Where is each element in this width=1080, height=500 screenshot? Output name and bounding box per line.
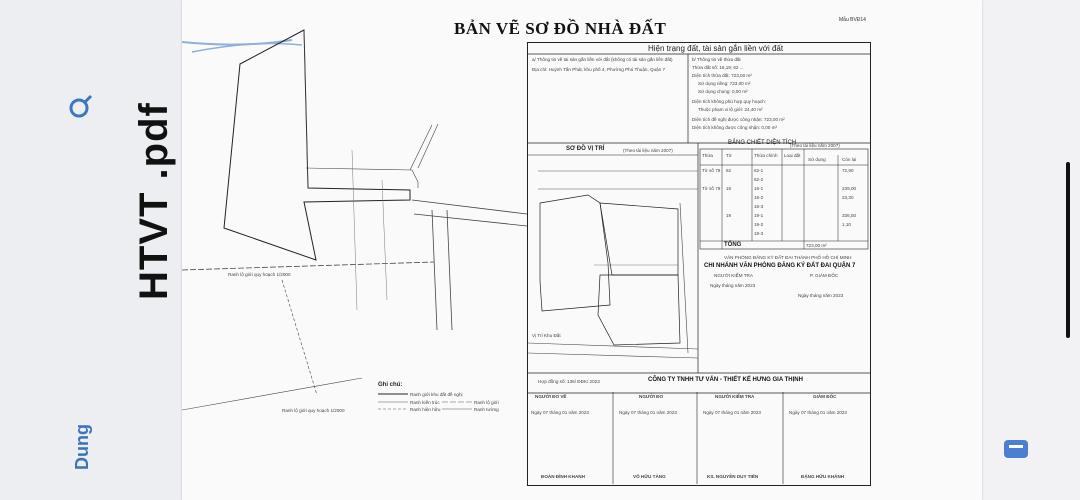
plot-info-4: Sử dụng chung: 0,00 m² [698,89,748,94]
cert-table-note: (Theo tài liệu năm 2007) [790,143,840,148]
cert-total-value: 723,00 m² [806,243,827,248]
sig-role-4: GIÁM ĐỐC [813,394,837,399]
plot-info-6: Thuộc phạm vi lộ giới: 24,40 m² [698,107,763,112]
plot-info-2: Diện tích thửa đất: 723,00 m² [692,73,752,78]
sig-name-2: VÕ HỮU TÀNG [633,474,666,479]
search-icon[interactable] [66,94,96,124]
sodo-title: SƠ ĐỒ VỊ TRÍ [566,146,605,152]
cert-col-2: Thửa chính [754,153,778,158]
sig-role-3: NGƯỜI KIỂM TRA [715,394,755,399]
cert-cell: 62-2 [754,177,764,182]
plot-info-7: Diện tích đề nghị được công nhận: 723,00 m² [692,117,785,122]
cert-cell: 19-1 [754,213,764,218]
plot-info-1: Thửa đất số: 16,19; 62 ... [692,65,744,70]
watermark-text: HTVT .pdf [132,102,176,300]
brand-text: Dung [72,424,92,470]
cert-col-3: Loại đất [784,153,801,158]
road-label-2: Ranh lộ giới quy hoạch 1/2000 [282,408,345,413]
cert-cell: Tờ số 79 [702,168,721,173]
cert-table-title: BẢNG CHIẾT DIỆN TÍCH [728,140,797,146]
cert-cell: Tờ số 79 [702,186,721,191]
legend-5: Ranh tường [474,407,499,412]
sodo-note: (Theo tài liệu năm 2007) [623,148,673,153]
road-label-1: Ranh lộ giới quy hoạch 1/2000 [228,272,291,277]
cert-cell: 19 [726,213,732,218]
document-title: BẢN VẼ SƠ ĐỒ NHÀ ĐẤT [454,19,667,38]
sig-role-2: NGƯỜI ĐO [639,394,664,399]
cert-cell: 16-3 [754,204,764,209]
sig-name-1: ĐOÀN ĐÌNH KHANH [541,474,585,479]
company-name: CÔNG TY TNHH TƯ VẤN - THIẾT KẾ HƯNG GIA THỊNH [648,377,803,383]
date-line-left: Ngày tháng năm 2023 [710,283,756,288]
cert-cell: 16-2 [754,195,764,200]
office-line-2: CHI NHÁNH VĂN PHÒNG ĐĂNG KÝ ĐẤT ĐAI QUẬN 7 [704,263,856,269]
sig-date-1: Ngày 07 tháng 01 năm 2023 [531,410,589,415]
info-line-1: a/ Thông tin về tài sản gắn liền với đất (không có tài sản gắn liền đất) [532,57,673,62]
signature-table [527,392,869,484]
office-line-1: VĂN PHÒNG ĐĂNG KÝ ĐẤT ĐAI THÀNH PHỐ HỒ CHÍ MINH [724,255,852,260]
contract-label: Hợp đồng số: 136/ ĐĐK/ 2023 [538,379,600,384]
cert-col-0: Thửa [702,153,713,158]
sig-date-4: Ngày 07 tháng 01 năm 2023 [789,410,847,415]
document-page [182,0,982,500]
sodo-location: Vị Trí Khu Đất [532,333,561,338]
cert-col-5: Còn lại [842,157,857,162]
date-line-right: Ngày tháng năm 2023 [798,293,844,298]
form-code: Mẫu BVĐ14 [839,17,866,23]
signer-right: P. GIÁM ĐỐC [810,273,839,278]
sig-date-2: Ngày 07 tháng 01 năm 2023 [619,410,677,415]
legend-4: Ranh lộ giới [474,400,499,405]
scrollbar-thumb[interactable] [1066,162,1070,338]
legend-1: Ranh giới khu đất đề nghị [410,392,463,397]
cert-cell: 336,50 [842,213,857,218]
plot-info-3: Sử dụng riêng: 723,00 m² [698,81,751,86]
signature-grid [527,392,869,484]
cert-cell: 72,90 [842,168,854,173]
sig-role-1: NGƯỜI ĐO VẼ [535,394,567,399]
plot-info-8: Diện tích không được công nhận: 0,00 m² [692,125,777,130]
cert-cell: 23,30 [842,195,854,200]
cert-cell: 19-2 [754,222,764,227]
notes-title: Ghi chú: [378,382,403,388]
cert-col-1: Tờ [726,153,732,158]
cert-cell: 19-3 [754,231,764,236]
cert-cell: 1,10 [842,222,851,227]
cert-cell: 62 [726,168,732,173]
plot-info-0: b/ Thông tin về thửa đất [692,57,741,62]
plot-info-5: Diện tích không phù hợp quy hoạch: [692,99,767,104]
legend-2: Ranh kiến trúc [410,400,440,405]
signer-left: NGƯỜI KIỂM TRA [714,273,753,278]
legend-3: Ranh hiện hữu [410,407,441,412]
cert-cell: 62-1 [754,168,764,173]
sig-date-3: Ngày 07 tháng 01 năm 2023 [703,410,761,415]
sig-name-4: ĐẶNG HỮU KHÁNH [801,474,845,479]
section-header: Hiện trạng đất, tài sản gắn liền với đất [648,44,784,53]
cert-col-4: Sử dụng [808,157,826,162]
collapse-icon[interactable] [1004,440,1028,458]
cert-cell: 239,00 [842,186,857,191]
cert-total-label: TỔNG [724,242,742,248]
info-line-2: Địa chỉ: Huỳnh Tấn Phát, khu phố 4, Phường Phú Thuận, Quận 7 [532,67,666,72]
sig-name-3: KS. NGUYỄN DUY TIẾN [707,474,759,479]
parcel-drawing [182,0,527,500]
cert-cell: 16-1 [754,186,764,191]
cert-cell: 16 [726,186,732,191]
